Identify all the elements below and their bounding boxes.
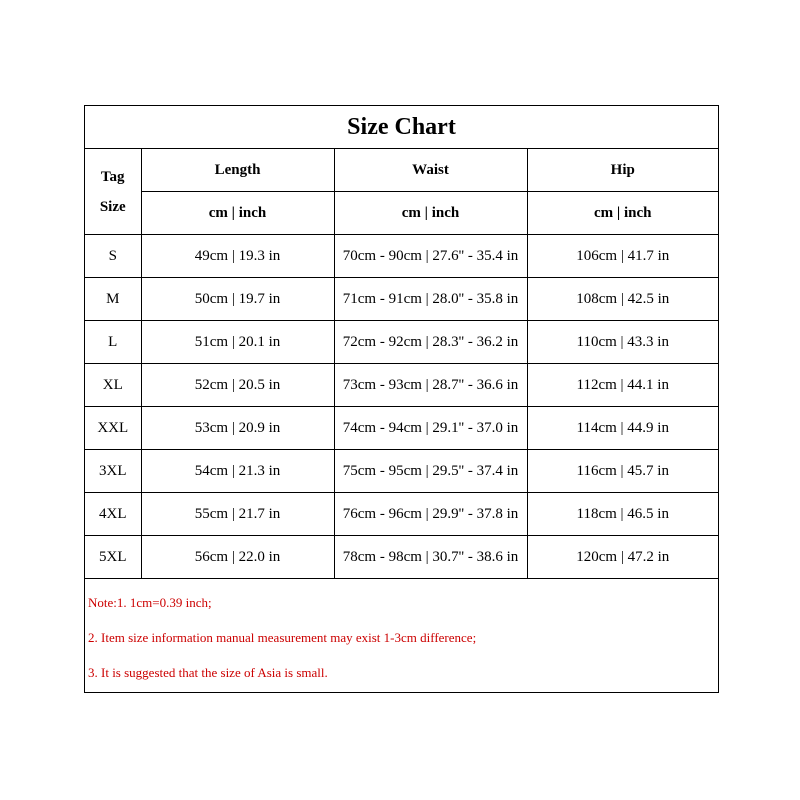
size-table [85,149,718,579]
hip-cell: 114cm | 44.9 in [527,407,718,450]
length-cell: 53cm | 20.9 in [141,407,334,450]
table-row [85,235,718,278]
hip-cell: 120cm | 47.2 in [527,536,718,579]
size-cell: 4XL [85,493,141,536]
note-line-1: Note:1. 1cm=0.39 inch; [88,595,212,610]
notes-section [85,579,718,690]
hip-header: Hip [527,149,718,192]
length-cell: 52cm | 20.5 in [141,364,334,407]
waist-cell: 70cm - 90cm | 27.6'' - 35.4 in [334,235,527,278]
table-row [85,407,718,450]
hip-cell: 112cm | 44.1 in [527,364,718,407]
tag-header-line1: Tag [100,168,125,185]
length-cell: 56cm | 22.0 in [141,536,334,579]
length-cell: 50cm | 19.7 in [141,278,334,321]
waist-unit: cm | inch [334,192,527,235]
waist-header: Waist [334,149,527,192]
size-cell: 3XL [85,450,141,493]
length-cell: 51cm | 20.1 in [141,321,334,364]
note-line-3: 3. It is suggested that the size of Asia is small. [88,665,328,680]
waist-cell: 71cm - 91cm | 28.0'' - 35.8 in [334,278,527,321]
length-unit: cm | inch [141,192,334,235]
table-row [85,364,718,407]
table-row [85,321,718,364]
hip-cell: 110cm | 43.3 in [527,321,718,364]
hip-cell: 106cm | 41.7 in [527,235,718,278]
size-cell: XXL [85,407,141,450]
chart-title: Size Chart [85,106,718,149]
waist-cell: 75cm - 95cm | 29.5'' - 37.4 in [334,450,527,493]
hip-unit: cm | inch [527,192,718,235]
length-cell: 54cm | 21.3 in [141,450,334,493]
table-row [85,536,718,579]
hip-cell: 116cm | 45.7 in [527,450,718,493]
length-cell: 55cm | 21.7 in [141,493,334,536]
waist-cell: 74cm - 94cm | 29.1'' - 37.0 in [334,407,527,450]
header-row [85,149,718,192]
size-cell: XL [85,364,141,407]
waist-cell: 76cm - 96cm | 29.9'' - 37.8 in [334,493,527,536]
hip-cell: 118cm | 46.5 in [527,493,718,536]
unit-row [85,192,718,235]
size-cell: S [85,235,141,278]
table-row [85,450,718,493]
waist-cell: 73cm - 93cm | 28.7'' - 36.6 in [334,364,527,407]
note-line-2: 2. Item size information manual measurement may exist 1-3cm difference; [88,630,477,645]
size-cell: L [85,321,141,364]
length-header: Length [141,149,334,192]
length-cell: 49cm | 19.3 in [141,235,334,278]
tag-size-header [85,149,141,235]
table-row [85,278,718,321]
size-cell: 5XL [85,536,141,579]
hip-cell: 108cm | 42.5 in [527,278,718,321]
waist-cell: 78cm - 98cm | 30.7'' - 38.6 in [334,536,527,579]
waist-cell: 72cm - 92cm | 28.3'' - 36.2 in [334,321,527,364]
size-chart [84,105,719,693]
tag-header-line2: Size [99,198,126,215]
table-row [85,493,718,536]
size-cell: M [85,278,141,321]
